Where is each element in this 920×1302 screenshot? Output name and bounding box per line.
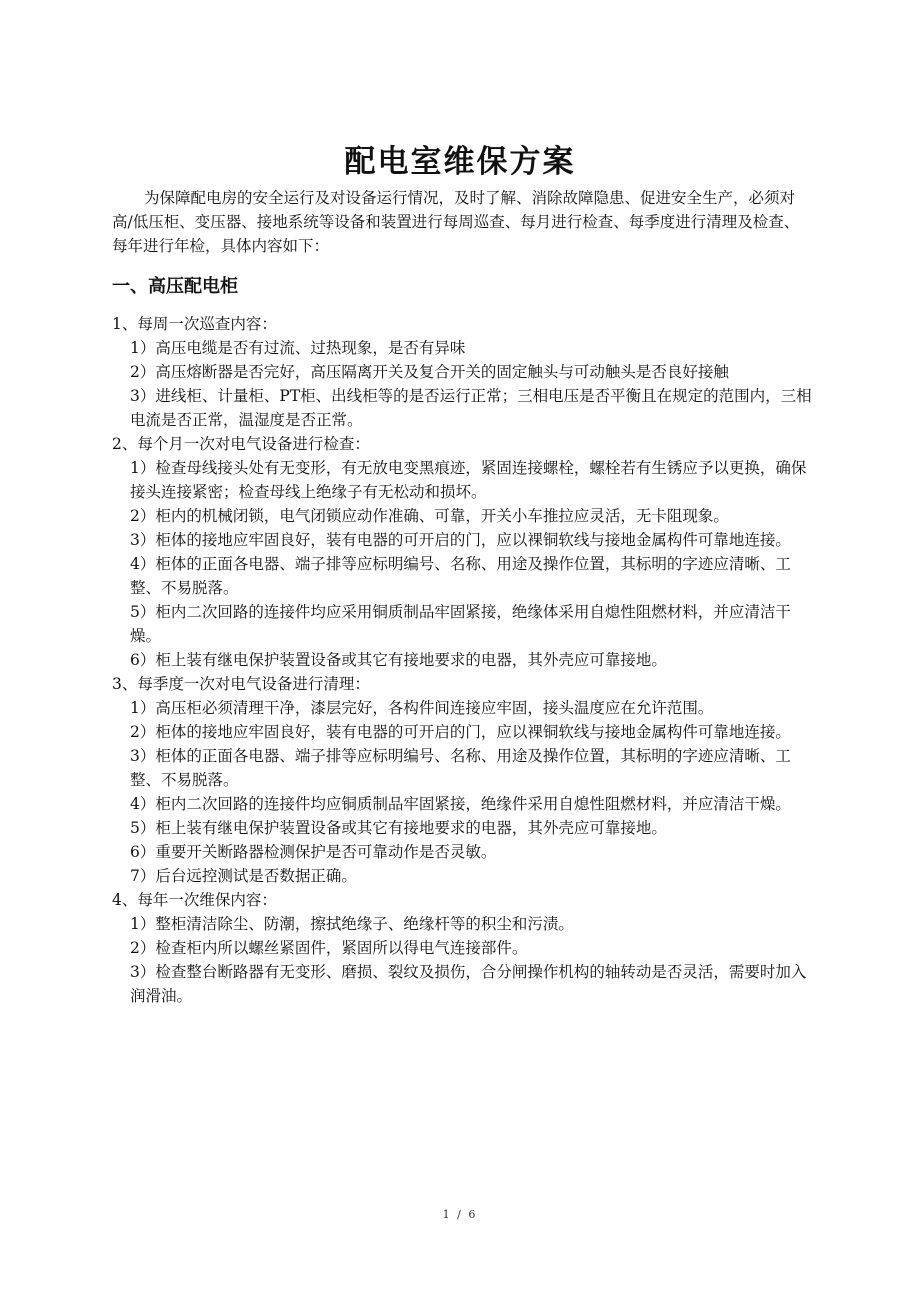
section-heading: 一、高压配电柜 [112, 276, 238, 297]
group-title: 3、每季度一次对电气设备进行清理： [112, 675, 370, 693]
section-groups [112, 312, 812, 1008]
document-body [112, 186, 812, 1008]
list-item: 6）重要开关断路器检测保护是否可靠动作是否灵敏。 [130, 843, 497, 861]
list-item: 4）柜内二次回路的连接件均应铜质制品牢固紧接，绝缘件采用自熄性阻燃材料，并应清洁干燥。 [130, 795, 791, 813]
intro-paragraph: 为保障配电房的安全运行及对设备运行情况，及时了解、消除故障隐患、促进安全生产，必须对高/低压柜、变压器、接地系统等设备和装置进行每周巡查、每月进行检查、每季度进行清理及检查、每年进行年检，具体内容如下： [112, 189, 800, 255]
list-item: 5）柜内二次回路的连接件均应采用铜质制品牢固紧接，绝缘体采用自熄性阻燃材料，并应清洁干燥。 [130, 603, 791, 645]
list-item: 1）整柜清洁除尘、防潮，擦拭绝缘子、绝缘杆等的积尘和污渍。 [130, 915, 574, 933]
page-title: 配电室维保方案 [344, 144, 576, 180]
group-title: 4、每年一次维保内容： [112, 891, 277, 909]
list-item: 1）高压电缆是否有过流、过热现象，是否有异味 [130, 339, 466, 357]
list-item: 3）检查整台断路器有无变形、磨损、裂纹及损伤，合分闸操作机构的轴转动是否灵活，需要时加入润滑油。 [130, 963, 807, 1005]
list-item: 6）柜上装有继电保护装置设备或其它有接地要求的电器，其外壳应可靠接地。 [130, 651, 667, 669]
list-item: 4）柜体的正面各电器、端子排等应标明编号、名称、用途及操作位置，其标明的字迹应清晰、工整、不易脱落。 [130, 555, 791, 597]
list-item: 3）柜体的正面各电器、端子排等应标明编号、名称、用途及操作位置，其标明的字迹应清晰、工整、不易脱落。 [130, 747, 791, 789]
list-item: 3）进线柜、计量柜、PT柜、出线柜等的是否运行正常；三相电压是否平衡且在规定的范围内，三相电流是否正常，温湿度是否正常。 [130, 387, 812, 429]
list-item: 2）柜体的接地应牢固良好，装有电器的可开启的门，应以裸铜软线与接地金属构件可靠地连接。 [130, 723, 791, 741]
list-item: 2）检查柜内所以螺丝紧固件，紧固所以得电气连接部件。 [130, 939, 528, 957]
page-number: 1 / 6 [442, 1208, 478, 1221]
list-item: 1）高压柜必须清理干净，漆层完好，各构件间连接应牢固，接头温度应在允许范围。 [130, 699, 714, 717]
list-item: 2）高压熔断器是否完好，高压隔离开关及复合开关的固定触头与可动触头是否良好接触 [130, 363, 729, 381]
list-item: 2）柜内的机械闭锁，电气闭锁应动作准确、可靠，开关小车推拉应灵活，无卡阻现象。 [130, 507, 729, 525]
list-item: 7）后台远控测试是否数据正确。 [130, 867, 357, 885]
list-item: 5）柜上装有继电保护装置设备或其它有接地要求的电器，其外壳应可靠接地。 [130, 819, 667, 837]
group-title: 2、每个月一次对电气设备进行检查： [112, 435, 370, 453]
list-item: 1）检查母线接头处有无变形，有无放电变黑痕迹，紧固连接螺栓，螺栓若有生锈应予以更换，确保接头连接紧密；检查母线上绝缘子有无松动和损坏。 [130, 459, 807, 501]
list-item: 3）柜体的接地应牢固良好，装有电器的可开启的门，应以裸铜软线与接地金属构件可靠地连接。 [130, 531, 791, 549]
group-title: 1、每周一次巡查内容： [112, 315, 277, 333]
